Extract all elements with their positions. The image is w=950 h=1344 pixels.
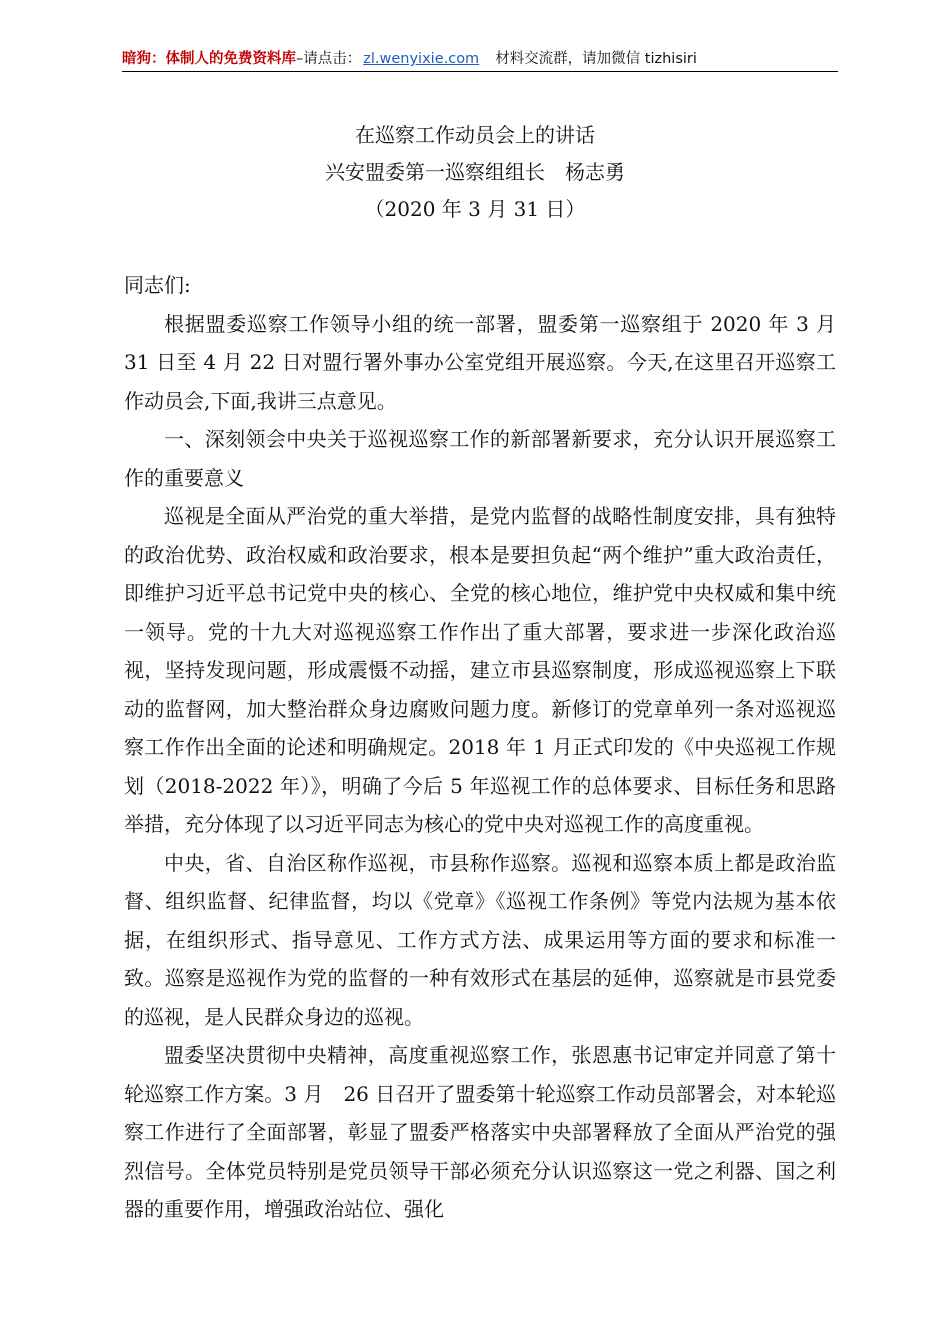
paragraph: 盟委坚决贯彻中央精神，高度重视巡察工作，张恩惠书记审定并同意了第十轮巡察工作方案。3 月 26 日召开了盟委第十轮巡察工作动员部署会，对本轮巡察工作进行了全面部署，彰显了盟委严格落实中央部署释放了全面从严治党的强烈信号。全体党员特别是党员领导干部必须充分认识巡察这一党之利器、国之利器的重要作用，增强政治站位、强化 bbox=[124, 1043, 836, 1221]
document-title: 在巡察工作动员会上的讲话 bbox=[355, 123, 595, 147]
document-date: （2020 年 3 月 31 日） bbox=[364, 197, 586, 221]
section-heading-1: 一、深刻领会中央关于巡视巡察工作的新部署新要求，充分认识开展巡察工作的重要意义 bbox=[124, 427, 836, 490]
header-link[interactable]: zl.wenyixie.com bbox=[363, 51, 480, 67]
document-author: 兴安盟委第一巡察组组长 杨志勇 bbox=[325, 160, 625, 184]
salutation: 同志们: bbox=[124, 273, 191, 297]
document-body bbox=[124, 266, 836, 1229]
header-brand: 暗狗：体制人的免费资料库 bbox=[122, 51, 296, 67]
header-note: 材料交流群，请加微信 tizhisiri bbox=[495, 51, 697, 67]
page-header bbox=[122, 48, 838, 70]
paragraph: 巡视是全面从严治党的重大举措，是党内监督的战略性制度安排，具有独特的政治优势、政治权威和政治要求，根本是要担负起“两个维护”重大政治责任，即维护习近平总书记党中央的核心、全党的核心地位，维护党中央权威和集中统一领导。党的十九大对巡视巡察工作作出了重大部署，要求进一步深化政治巡视，坚持发现问题，形成震慑不动摇，建立市县巡察制度，形成巡视巡察上下联动的监督网，加大整治群众身边腐败问题力度。新修订的党章单列一条对巡视巡察工作作出全面的论述和明确规定。2018 年 1 月正式印发的《中央巡视工作规划（2018-2022 年）》，明确了今后 5 年巡视工作的总体要求、目标任务和思路举措，充分体现了以习近平同志为核心的党中央对巡视工作的高度重视。 bbox=[124, 504, 836, 836]
header-divider bbox=[122, 71, 838, 72]
paragraph: 中央，省、自治区称作巡视，市县称作巡察。巡视和巡察本质上都是政治监督、组织监督、纪律监督，均以《党章》《巡视工作条例》等党内法规为基本依据，在组织形式、指导意见、工作方式方法、成果运用等方面的要求和标准一致。巡察是巡视作为党的监督的一种有效形式在基层的延伸，巡察就是市县党委的巡视，是人民群众身边的巡视。 bbox=[124, 850, 836, 1029]
header-prompt: –请点击： bbox=[296, 51, 362, 67]
paragraph-intro: 根据盟委巡察工作领导小组的统一部署，盟委第一巡察组于 2020 年 3 月 31 日至 4 月 22 日对盟行署外事办公室党组开展巡察。今天,在这里召开巡察工作动员会,下面,我讲三点意见。 bbox=[124, 311, 836, 413]
